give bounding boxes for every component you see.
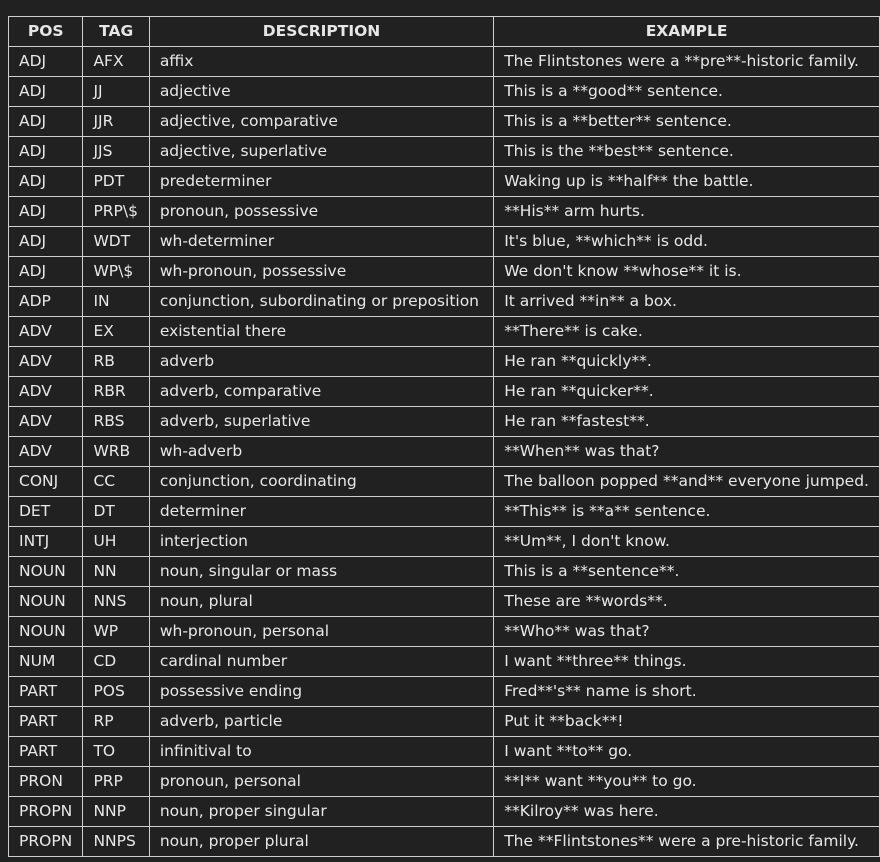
description-cell: adverb, comparative: [149, 377, 493, 407]
pos-cell: ADV: [9, 347, 83, 377]
tag-cell: JJR: [83, 107, 149, 137]
pos-cell: ADJ: [9, 47, 83, 77]
pos-cell: PART: [9, 677, 83, 707]
example-cell: The **Flintstones** were a pre-historic family.: [494, 827, 880, 857]
tag-cell: PRP\$: [83, 197, 149, 227]
example-cell: **His** arm hurts.: [494, 197, 880, 227]
header-pos: POS: [9, 17, 83, 47]
example-cell: This is a **better** sentence.: [494, 107, 880, 137]
description-cell: adjective, comparative: [149, 107, 493, 137]
header-example: EXAMPLE: [494, 17, 880, 47]
tag-cell: RBS: [83, 407, 149, 437]
description-cell: affix: [149, 47, 493, 77]
example-cell: He ran **quickly**.: [494, 347, 880, 377]
tag-cell: RBR: [83, 377, 149, 407]
pos-cell: ADV: [9, 437, 83, 467]
pos-cell: ADJ: [9, 107, 83, 137]
example-cell: **This** is **a** sentence.: [494, 497, 880, 527]
pos-cell: NOUN: [9, 587, 83, 617]
description-cell: infinitival to: [149, 737, 493, 767]
tag-cell: PRP: [83, 767, 149, 797]
example-cell: I want **to** go.: [494, 737, 880, 767]
pos-cell: ADV: [9, 377, 83, 407]
tag-cell: JJ: [83, 77, 149, 107]
description-cell: conjunction, coordinating: [149, 467, 493, 497]
table-row: [9, 347, 880, 377]
table-row: [9, 407, 880, 437]
header-description: DESCRIPTION: [149, 17, 493, 47]
table-header-row: [9, 17, 880, 47]
table-row: [9, 497, 880, 527]
table-row: [9, 767, 880, 797]
description-cell: noun, proper singular: [149, 797, 493, 827]
tag-cell: WP: [83, 617, 149, 647]
description-cell: wh-pronoun, personal: [149, 617, 493, 647]
pos-cell: NUM: [9, 647, 83, 677]
pos-cell: ADP: [9, 287, 83, 317]
tag-cell: JJS: [83, 137, 149, 167]
example-cell: This is a **good** sentence.: [494, 77, 880, 107]
example-cell: Put it **back**!: [494, 707, 880, 737]
description-cell: pronoun, personal: [149, 767, 493, 797]
description-cell: adverb, particle: [149, 707, 493, 737]
tag-cell: TO: [83, 737, 149, 767]
pos-tag-table: [8, 16, 880, 857]
pos-cell: INTJ: [9, 527, 83, 557]
example-cell: **Who** was that?: [494, 617, 880, 647]
table-row: [9, 257, 880, 287]
table-row: [9, 707, 880, 737]
table-row: [9, 527, 880, 557]
table-row: [9, 167, 880, 197]
pos-cell: PART: [9, 737, 83, 767]
pos-cell: ADJ: [9, 197, 83, 227]
table-row: [9, 47, 880, 77]
example-cell: This is a **sentence**.: [494, 557, 880, 587]
pos-cell: ADJ: [9, 257, 83, 287]
table-row: [9, 107, 880, 137]
example-cell: These are **words**.: [494, 587, 880, 617]
example-cell: He ran **quicker**.: [494, 377, 880, 407]
tag-cell: CC: [83, 467, 149, 497]
tag-table-container: [8, 16, 880, 857]
description-cell: possessive ending: [149, 677, 493, 707]
description-cell: wh-adverb: [149, 437, 493, 467]
table-row: [9, 797, 880, 827]
description-cell: adverb: [149, 347, 493, 377]
table-row: [9, 287, 880, 317]
table-row: [9, 677, 880, 707]
pos-cell: ADV: [9, 317, 83, 347]
example-cell: It's blue, **which** is odd.: [494, 227, 880, 257]
table-row: [9, 557, 880, 587]
description-cell: wh-pronoun, possessive: [149, 257, 493, 287]
example-cell: I want **three** things.: [494, 647, 880, 677]
tag-cell: AFX: [83, 47, 149, 77]
table-body: [9, 47, 880, 857]
table-row: [9, 617, 880, 647]
tag-cell: UH: [83, 527, 149, 557]
pos-cell: ADJ: [9, 137, 83, 167]
pos-cell: PART: [9, 707, 83, 737]
description-cell: adjective: [149, 77, 493, 107]
pos-cell: PROPN: [9, 827, 83, 857]
table-row: [9, 137, 880, 167]
tag-cell: PDT: [83, 167, 149, 197]
description-cell: noun, singular or mass: [149, 557, 493, 587]
example-cell: **When** was that?: [494, 437, 880, 467]
description-cell: wh-determiner: [149, 227, 493, 257]
pos-cell: ADV: [9, 407, 83, 437]
table-row: [9, 317, 880, 347]
example-cell: **There** is cake.: [494, 317, 880, 347]
tag-cell: NNS: [83, 587, 149, 617]
pos-cell: ADJ: [9, 167, 83, 197]
pos-cell: PRON: [9, 767, 83, 797]
example-cell: **Kilroy** was here.: [494, 797, 880, 827]
description-cell: predeterminer: [149, 167, 493, 197]
pos-cell: ADJ: [9, 227, 83, 257]
example-cell: **I** want **you** to go.: [494, 767, 880, 797]
description-cell: pronoun, possessive: [149, 197, 493, 227]
tag-cell: POS: [83, 677, 149, 707]
header-tag: TAG: [83, 17, 149, 47]
tag-cell: RB: [83, 347, 149, 377]
tag-cell: EX: [83, 317, 149, 347]
example-cell: This is the **best** sentence.: [494, 137, 880, 167]
pos-cell: CONJ: [9, 467, 83, 497]
tag-cell: WDT: [83, 227, 149, 257]
description-cell: adverb, superlative: [149, 407, 493, 437]
description-cell: adjective, superlative: [149, 137, 493, 167]
description-cell: noun, plural: [149, 587, 493, 617]
tag-cell: WRB: [83, 437, 149, 467]
example-cell: He ran **fastest**.: [494, 407, 880, 437]
example-cell: **Um**, I don't know.: [494, 527, 880, 557]
description-cell: existential there: [149, 317, 493, 347]
description-cell: cardinal number: [149, 647, 493, 677]
tag-cell: WP\$: [83, 257, 149, 287]
table-row: [9, 197, 880, 227]
description-cell: interjection: [149, 527, 493, 557]
description-cell: noun, proper plural: [149, 827, 493, 857]
description-cell: conjunction, subordinating or preposition: [149, 287, 493, 317]
tag-cell: IN: [83, 287, 149, 317]
table-row: [9, 827, 880, 857]
pos-cell: NOUN: [9, 617, 83, 647]
pos-cell: DET: [9, 497, 83, 527]
pos-cell: NOUN: [9, 557, 83, 587]
description-cell: determiner: [149, 497, 493, 527]
tag-cell: RP: [83, 707, 149, 737]
table-row: [9, 437, 880, 467]
example-cell: It arrived **in** a box.: [494, 287, 880, 317]
tag-cell: NNPS: [83, 827, 149, 857]
tag-cell: NN: [83, 557, 149, 587]
table-row: [9, 227, 880, 257]
tag-cell: DT: [83, 497, 149, 527]
example-cell: Fred**'s** name is short.: [494, 677, 880, 707]
tag-cell: CD: [83, 647, 149, 677]
table-row: [9, 467, 880, 497]
table-row: [9, 587, 880, 617]
table-row: [9, 77, 880, 107]
pos-cell: ADJ: [9, 77, 83, 107]
example-cell: We don't know **whose** it is.: [494, 257, 880, 287]
pos-cell: PROPN: [9, 797, 83, 827]
example-cell: The Flintstones were a **pre**-historic family.: [494, 47, 880, 77]
table-row: [9, 377, 880, 407]
table-row: [9, 647, 880, 677]
tag-cell: NNP: [83, 797, 149, 827]
example-cell: The balloon popped **and** everyone jumped.: [494, 467, 880, 497]
example-cell: Waking up is **half** the battle.: [494, 167, 880, 197]
table-row: [9, 737, 880, 767]
